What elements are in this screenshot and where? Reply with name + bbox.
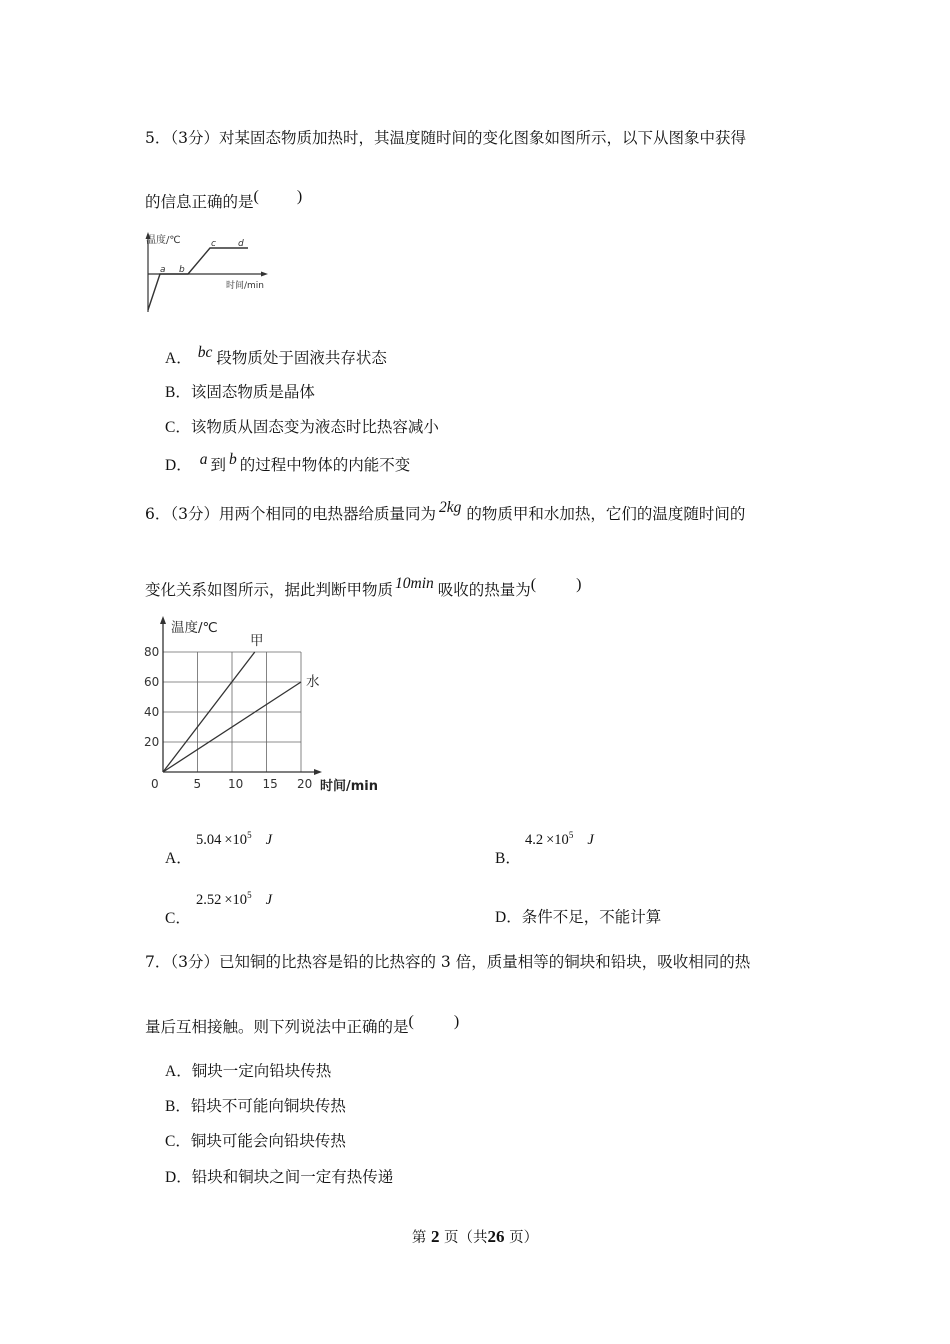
q5-option-c-text: 该物质从固态变为液态时比热容减小 <box>190 418 439 436</box>
q7-option-b <box>165 1094 346 1116</box>
q6-option-d-text: 条件不足，不能计算 <box>521 908 662 926</box>
q5-option-d-text: 的过程中物体的内能不变 <box>239 456 411 474</box>
y-tick-label: 40 <box>144 705 160 719</box>
q5-x-arrow <box>261 272 268 277</box>
q6-option-c <box>165 906 191 928</box>
q6-option-c-label: C． <box>165 910 191 927</box>
q6-option-c-unit: J <box>265 891 272 908</box>
footer-total-pages: 26 <box>487 1227 505 1246</box>
q6-option-a-label: A． <box>165 850 192 867</box>
q6-option-b-times: ×10 <box>546 831 569 848</box>
x-tick-label: 10 <box>228 777 244 791</box>
y-tick-label: 20 <box>144 735 160 749</box>
q7-option-b-text: 铅块不可能向铜块传热 <box>190 1097 346 1115</box>
q5-paren-close: ) <box>296 188 303 205</box>
q6-option-b-label: B． <box>495 850 521 867</box>
q7-option-d-label: D． <box>165 1169 192 1186</box>
q7-paren-close: ) <box>453 1013 460 1030</box>
q5-temperature-graph <box>140 230 280 315</box>
q5-option-c <box>165 415 439 437</box>
y-tick-label: 80 <box>144 645 160 659</box>
q5-stem-text: 的信息正确的是 <box>145 193 254 211</box>
q7-option-d <box>165 1165 393 1187</box>
x-tick-label: 5 <box>193 777 202 791</box>
q6-option-c-value <box>196 890 272 909</box>
q6-option-b-coef: 4.2 <box>525 831 544 848</box>
x-axis-arrow <box>314 769 322 775</box>
q5-point-d: d <box>238 239 244 249</box>
footer-page-number: 2 <box>430 1227 440 1246</box>
x-tick-label: 0 <box>151 777 159 791</box>
q6-stem-line1 <box>145 499 746 524</box>
q5-option-d <box>165 453 410 475</box>
q5-paren-open: ( <box>253 188 259 205</box>
q6-option-a-exp: 5 <box>247 830 252 840</box>
x-tick-label: 15 <box>262 777 278 791</box>
q5-option-d-math-a: a <box>199 451 208 468</box>
q7-stem-text: 量后互相接触。则下列说法中正确的是 <box>145 1018 409 1036</box>
footer-pre: 第 <box>411 1230 427 1246</box>
q6-option-b-value <box>525 830 594 849</box>
q7-option-d-text: 铅块和铜块之间一定有热传递 <box>191 1168 394 1186</box>
q6-option-a <box>165 846 192 868</box>
q7-paren-open: ( <box>408 1013 414 1030</box>
q6-option-a-unit: J <box>265 831 272 848</box>
q6-xlabel: 时间/min <box>320 779 379 794</box>
q6-option-c-times: ×10 <box>224 891 248 908</box>
footer-post: 页） <box>509 1230 539 1246</box>
q5-option-a-label: A． <box>165 350 192 367</box>
q5-option-d-mid: 到 <box>210 456 226 474</box>
q5-point-b: b <box>179 265 185 275</box>
q6-option-a-coef: 5.04 <box>196 831 222 848</box>
q7-option-a-label: A． <box>165 1063 192 1080</box>
q7-option-b-label: B． <box>165 1098 191 1115</box>
q5-option-a-text: 段物质处于固液共存状态 <box>216 349 387 367</box>
q6-axes <box>160 616 322 775</box>
page-footer <box>0 1226 950 1247</box>
q6-series-label-water: 水 <box>306 674 320 690</box>
q7-stem-line2 <box>145 1015 459 1037</box>
q5-option-a <box>165 346 387 368</box>
x-tick-label: 20 <box>297 777 313 791</box>
q6-stem-line2-post: 吸收的热量为 <box>437 581 531 599</box>
q6-option-d <box>495 905 661 927</box>
y-axis-arrow <box>160 616 166 624</box>
q5-option-b <box>165 380 315 402</box>
q5-option-b-label: B． <box>165 384 191 401</box>
q6-option-a-value <box>196 830 272 849</box>
q5-option-c-label: C． <box>165 419 191 436</box>
q5-option-d-label: D． <box>165 457 192 474</box>
q6-stem-line2 <box>145 575 582 600</box>
footer-mid: 页（共 <box>444 1230 488 1246</box>
q5-ylabel: 温度/℃ <box>146 235 181 246</box>
q7-option-a <box>165 1059 331 1081</box>
q5-option-b-text: 该固态物质是晶体 <box>190 383 315 401</box>
q6-option-b-unit: J <box>587 831 594 848</box>
q5-stem-line2 <box>145 190 302 212</box>
q5-xlabel: 时间/min <box>226 281 265 291</box>
q5-stem-line1: 5．（3分）对某固态物质加热时，其温度随时间的变化图象如图所示，以下从图象中获得 <box>145 129 746 147</box>
q6-paren-open: ( <box>530 576 537 593</box>
q6-time: 10min <box>395 575 434 592</box>
q6-tick-labels <box>144 645 312 791</box>
q7-option-a-text: 铜块一定向铅块传热 <box>191 1062 332 1080</box>
q6-paren-close: ) <box>576 576 582 593</box>
q7-stem-line1: 7．（3分）已知铜的比热容是铅的比热容的 3 倍，质量相等的铜块和铅块，吸收相同的热 <box>145 953 751 971</box>
q7-option-c-text: 铜块可能会向铅块传热 <box>190 1132 346 1150</box>
q6-option-b-exp: 5 <box>568 830 574 840</box>
q6-temperature-chart <box>140 612 390 802</box>
q6-series-label-jia: 甲 <box>250 633 264 649</box>
q6-ylabel: 温度/℃ <box>171 620 218 636</box>
y-tick-label: 60 <box>144 675 160 689</box>
q6-option-d-label: D． <box>495 909 522 926</box>
q6-grid <box>163 652 301 772</box>
q7-option-c <box>165 1129 346 1151</box>
q6-option-c-coef: 2.52 <box>196 891 222 908</box>
q6-stem-line1-post: 的物质甲和水加热，它们的温度随时间的 <box>466 505 746 523</box>
q6-stem-line1-pre: 6．（3分）用两个相同的电热器给质量同为 <box>145 505 436 523</box>
q7-option-c-label: C． <box>165 1133 191 1150</box>
q5-point-a: a <box>160 265 166 275</box>
q6-mass: 2kg <box>438 499 462 516</box>
q5-option-a-math: bc <box>197 344 213 361</box>
q6-option-b <box>495 846 521 868</box>
q5-curve <box>148 248 248 310</box>
q5-point-c: c <box>211 239 216 249</box>
q5-option-d-math-b: b <box>228 451 237 468</box>
q6-option-a-times: ×10 <box>224 831 248 848</box>
q6-option-c-exp: 5 <box>247 890 252 900</box>
q6-stem-line2-pre: 变化关系如图所示，据此判断甲物质 <box>145 581 394 599</box>
